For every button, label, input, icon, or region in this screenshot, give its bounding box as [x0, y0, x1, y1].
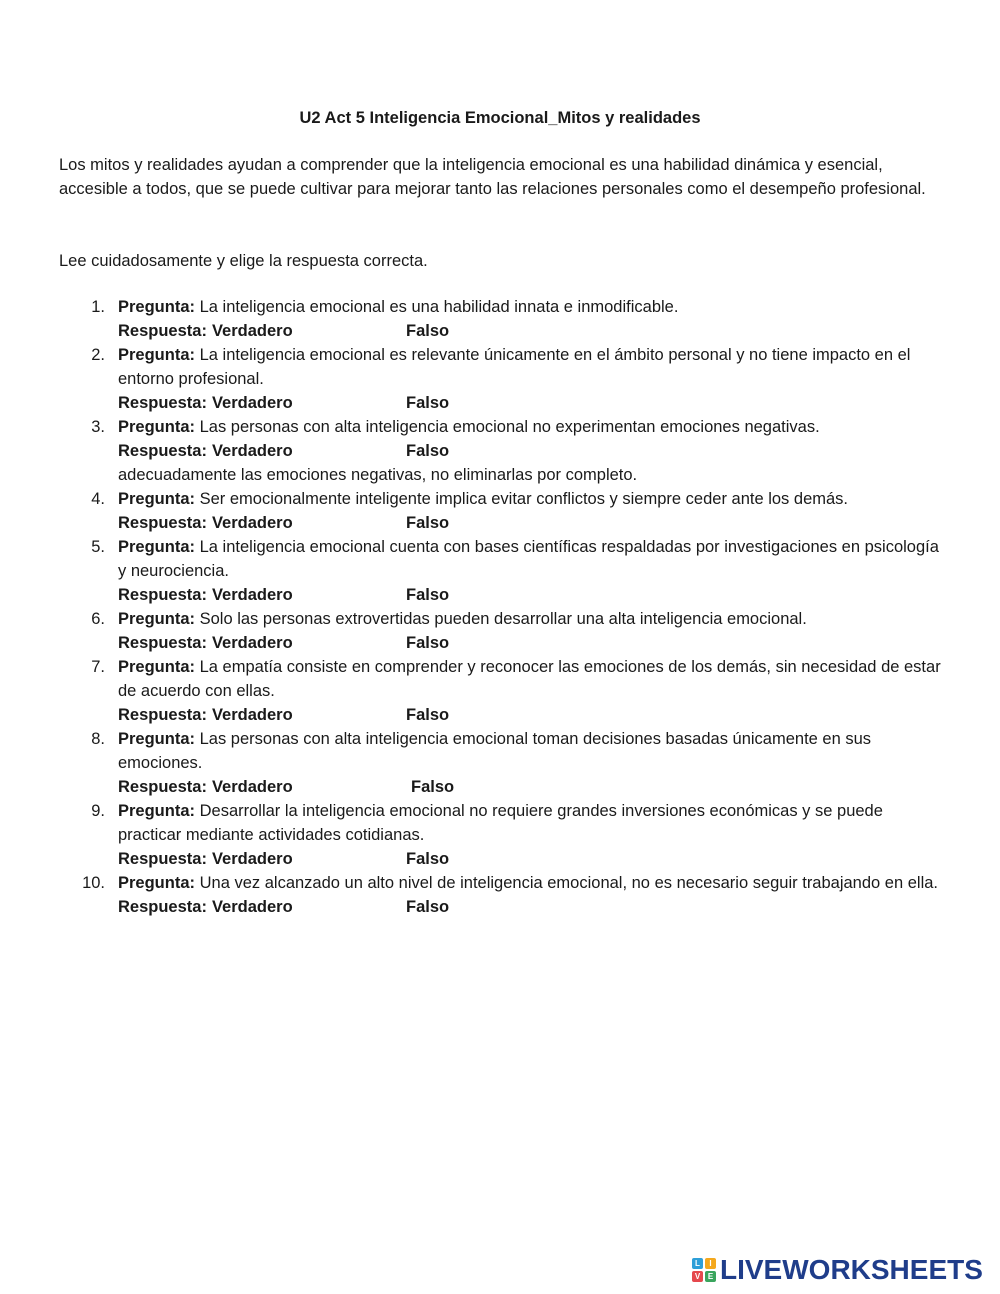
- question-number: 10.: [82, 874, 105, 892]
- question-text-line: [118, 343, 948, 391]
- question-text-line: [118, 799, 948, 847]
- answer-option-false[interactable]: Falso: [406, 322, 450, 340]
- question-item: [0, 535, 1000, 607]
- question-text-line: [118, 415, 948, 439]
- logo-mark-letter: E: [705, 1271, 716, 1282]
- question-item: [0, 343, 1000, 415]
- answer-option-true[interactable]: Verdadero: [211, 442, 293, 460]
- answer-label: Respuesta:: [118, 514, 207, 532]
- question-number: 1.: [91, 298, 105, 316]
- answer-option-false[interactable]: Falso: [406, 394, 450, 412]
- question-label: Pregunta:: [118, 610, 196, 628]
- question-label: Pregunta:: [118, 346, 196, 364]
- question-item: [0, 871, 1000, 919]
- answer-option-true[interactable]: Verdadero: [211, 634, 293, 652]
- intro-paragraph: Los mitos y realidades ayudan a comprender que la inteligencia emocional es una habilidad dinámica y esencial, accesible a todos, que se puede cultivar para mejorar tanto las relaciones personales como el desempeño profesional.: [59, 156, 926, 198]
- question-note: adecuadamente las emociones negativas, no eliminarlas por completo.: [118, 466, 638, 484]
- question-text: Solo las personas extrovertidas pueden desarrollar una alta inteligencia emocional.: [199, 610, 807, 628]
- question-number: 5.: [91, 538, 105, 556]
- question-number: 4.: [91, 490, 105, 508]
- question-item: [0, 799, 1000, 871]
- liveworksheets-logo: [692, 1255, 983, 1285]
- answer-row: [118, 511, 948, 535]
- question-text: Desarrollar la inteligencia emocional no requiere grandes inversiones económicas y se puede practicar mediante actividades cotidianas.: [118, 802, 883, 844]
- question-number: 6.: [91, 610, 105, 628]
- question-list: [0, 295, 1000, 919]
- question-text: Una vez alcanzado un alto nivel de inteligencia emocional, no es necesario seguir trabajando en ella.: [199, 874, 939, 892]
- logo-text: LIVEWORKSHEETS: [720, 1254, 983, 1285]
- answer-row: [118, 847, 948, 871]
- question-text-line: [118, 655, 948, 703]
- question-text: La inteligencia emocional cuenta con bases científicas respaldadas por investigaciones en psicología y neurociencia.: [118, 538, 939, 580]
- answer-option-false[interactable]: Falso: [406, 442, 450, 460]
- question-item: [0, 727, 1000, 799]
- question-text-line: [118, 535, 948, 583]
- question-label: Pregunta:: [118, 730, 196, 748]
- answer-label: Respuesta:: [118, 850, 207, 868]
- question-number: 9.: [91, 802, 105, 820]
- answer-option-true[interactable]: Verdadero: [211, 586, 293, 604]
- question-text-line: [118, 607, 948, 631]
- answer-row: [118, 391, 948, 415]
- question-label: Pregunta:: [118, 418, 196, 436]
- question-label: Pregunta:: [118, 298, 196, 316]
- question-number: 2.: [91, 346, 105, 364]
- question-text: Las personas con alta inteligencia emocional no experimentan emociones negativas.: [199, 418, 820, 436]
- question-number: 7.: [91, 658, 105, 676]
- question-item: [0, 415, 1000, 487]
- page-title: U2 Act 5 Inteligencia Emocional_Mitos y realidades: [299, 109, 701, 127]
- answer-option-false[interactable]: Falso: [406, 898, 450, 916]
- question-label: Pregunta:: [118, 802, 196, 820]
- question-number: 3.: [91, 418, 105, 436]
- answer-option-false[interactable]: Falso: [406, 634, 450, 652]
- answer-row: [118, 775, 948, 799]
- answer-row: [118, 439, 948, 463]
- logo-mark-icon: [692, 1258, 716, 1282]
- answer-true-group: [118, 703, 406, 727]
- answer-row: [118, 631, 948, 655]
- answer-true-group: [118, 847, 406, 871]
- question-text-line: [118, 487, 948, 511]
- answer-true-group: [118, 631, 406, 655]
- answer-true-group: [118, 895, 406, 919]
- answer-label: Respuesta:: [118, 778, 207, 796]
- answer-option-false[interactable]: Falso: [406, 514, 450, 532]
- answer-option-true[interactable]: Verdadero: [211, 514, 293, 532]
- answer-row: [118, 895, 948, 919]
- answer-row: [118, 319, 948, 343]
- question-text-line: [118, 871, 948, 895]
- logo-mark-letter: V: [692, 1271, 703, 1282]
- answer-label: Respuesta:: [118, 706, 207, 724]
- answer-label: Respuesta:: [118, 394, 207, 412]
- answer-option-true[interactable]: Verdadero: [211, 322, 293, 340]
- question-label: Pregunta:: [118, 538, 196, 556]
- answer-label: Respuesta:: [118, 634, 207, 652]
- answer-row: [118, 703, 948, 727]
- answer-true-group: [118, 319, 406, 343]
- answer-option-false[interactable]: Falso: [406, 850, 450, 868]
- question-label: Pregunta:: [118, 874, 196, 892]
- answer-option-true[interactable]: Verdadero: [211, 394, 293, 412]
- answer-true-group: [118, 511, 406, 535]
- question-item: [0, 295, 1000, 343]
- answer-true-group: [118, 775, 411, 799]
- answer-option-true[interactable]: Verdadero: [211, 898, 293, 916]
- question-label: Pregunta:: [118, 658, 196, 676]
- answer-true-group: [118, 583, 406, 607]
- logo-mark-letter: I: [705, 1258, 716, 1269]
- question-text-line: [118, 295, 948, 319]
- answer-row: [118, 583, 948, 607]
- question-item: [0, 487, 1000, 535]
- question-number: 8.: [91, 730, 105, 748]
- question-text-line: [118, 727, 948, 775]
- answer-label: Respuesta:: [118, 586, 207, 604]
- instruction-text: Lee cuidadosamente y elige la respuesta correcta.: [59, 252, 428, 270]
- question-text: Las personas con alta inteligencia emocional toman decisiones basadas únicamente en sus emociones.: [118, 730, 872, 772]
- question-item: [0, 655, 1000, 727]
- answer-option-false[interactable]: Falso: [411, 778, 455, 796]
- answer-option-true[interactable]: Verdadero: [211, 706, 293, 724]
- answer-label: Respuesta:: [118, 898, 207, 916]
- question-item: [0, 607, 1000, 655]
- question-text: La inteligencia emocional es una habilidad innata e inmodificable.: [199, 298, 679, 316]
- answer-option-true[interactable]: Verdadero: [211, 778, 293, 796]
- answer-label: Respuesta:: [118, 322, 207, 340]
- answer-true-group: [118, 391, 406, 415]
- answer-option-false[interactable]: Falso: [406, 586, 450, 604]
- question-text: La inteligencia emocional es relevante únicamente en el ámbito personal y no tiene impacto en el entorno profesional.: [118, 346, 911, 388]
- question-label: Pregunta:: [118, 490, 196, 508]
- answer-option-false[interactable]: Falso: [406, 706, 450, 724]
- answer-option-true[interactable]: Verdadero: [211, 850, 293, 868]
- logo-mark-letter: L: [692, 1258, 703, 1269]
- answer-true-group: [118, 439, 406, 463]
- question-text: Ser emocionalmente inteligente implica evitar conflictos y siempre ceder ante los demás.: [199, 490, 848, 508]
- answer-label: Respuesta:: [118, 442, 207, 460]
- question-text: La empatía consiste en comprender y reconocer las emociones de los demás, sin necesidad de estar de acuerdo con ellas.: [118, 658, 941, 700]
